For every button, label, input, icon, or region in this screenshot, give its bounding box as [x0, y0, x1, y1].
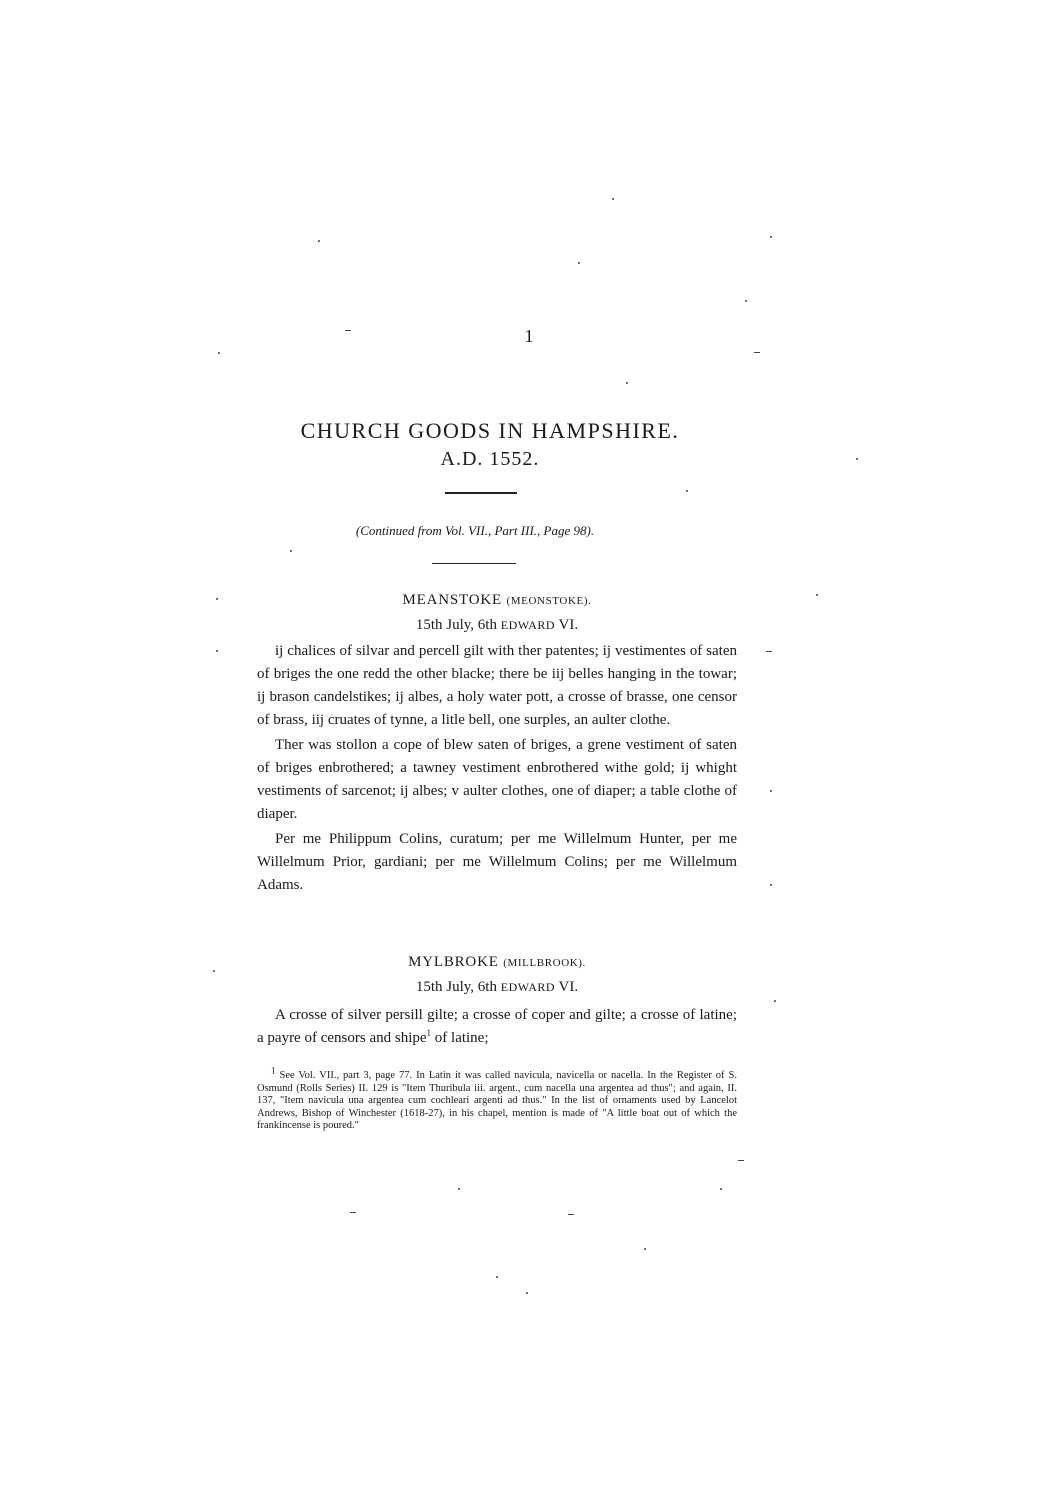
section-heading-main: MYLBROKE [408, 954, 499, 970]
scan-speck [213, 970, 215, 972]
scan-speck [216, 598, 218, 600]
section-date [257, 979, 737, 996]
scan-speck [216, 650, 218, 652]
scan-speck [754, 352, 760, 353]
scan-speck [578, 262, 580, 264]
paragraph: Per me Philippum Colins, curatum; per me Willelmum Hunter, per me Willelmum Prior, gardiani; per me Willelmum Colins; per me Willelmum Adams. [257, 831, 737, 893]
scan-speck [612, 198, 614, 200]
footnote [257, 1065, 737, 1133]
scan-speck [568, 1214, 574, 1215]
section-date-king: EDWARD [500, 980, 556, 994]
section-date-end: VI. [558, 617, 579, 633]
page-number: 1 [524, 326, 534, 346]
section-rule [432, 563, 516, 564]
section-heading [257, 954, 737, 971]
scan-speck [318, 240, 320, 242]
scan-speck [350, 1212, 356, 1213]
scan-speck [738, 1160, 744, 1161]
section-date [257, 617, 737, 634]
section-date-king: EDWARD [500, 618, 556, 632]
paragraph: Ther was stollon a cope of blew saten of briges, a grene vestiment of saten of briges enbrothered; a tawney vestiment enbrothered withe gold; ij whight vestiments of sarcenot; ij albes; v aulter clothes, one of diaper; a table clothe of diaper. [257, 737, 737, 822]
scan-speck [770, 884, 772, 886]
scan-speck [720, 1188, 722, 1190]
scan-speck [496, 1276, 498, 1278]
scan-speck [526, 1292, 528, 1294]
paragraph-text: A crosse of silver persill gilte; a crosse of coper and gilte; a crosse of latine; a payre of censors and shipe [257, 1007, 737, 1046]
paragraph: ij chalices of silvar and percell gilt with ther patentes; ij vestimentes of saten of briges the one redd the other blacke; there be iij belles hanging in the towar; ij brason candelstikes; ij albes, a holy water pott, a crosse of brasse, one censor of brass, iij cruates of tynne, a litle bell, one surples, an aulter clothe. [257, 643, 737, 728]
scan-speck [345, 330, 351, 331]
scan-speck [644, 1248, 646, 1250]
footnote-text: See Vol. VII., part 3, page 77. In Latin it was called navicula, navicella or nacella. In the Register of S. Osmund (Rolls Series) II. 129 is "Item Thuribula iii. argent., cum nacella una argentea ad thus"; and again, II. 137, "Item navicula una argentea cum cochleari argenti ad thus." In the list of ornaments used by Lancelot Andrews, Bishop of Winchester (1618-27), in his chapel, mention is made of "A little boat out of which the frankincense is poured." [257, 1070, 737, 1132]
scan-speck [774, 1000, 776, 1002]
paragraph-text-end: of latine; [431, 1030, 489, 1046]
section-body [257, 640, 737, 897]
section-heading-main: MEANSTOKE [402, 592, 502, 608]
scan-speck [458, 1188, 460, 1190]
title-date: A.D. 1552. [440, 448, 540, 470]
scan-speck [626, 382, 628, 384]
footnote-ref: 1 [426, 1028, 432, 1038]
scan-speck [218, 352, 220, 354]
page-title: CHURCH GOODS IN HAMPSHIRE. [300, 418, 680, 443]
scan-speck [816, 594, 818, 596]
section-heading [257, 592, 737, 609]
scan-speck [766, 651, 772, 652]
section-date-main: 15th July, 6th [415, 979, 497, 995]
continued-note: (Continued from Vol. VII., Part III., Page 98). [355, 523, 595, 538]
title-rule [445, 492, 517, 494]
scan-speck [745, 300, 747, 302]
paragraph [257, 1004, 737, 1050]
scan-speck [290, 550, 292, 552]
scan-speck [856, 458, 858, 460]
scan-speck [686, 490, 688, 492]
section-meanstoke [257, 592, 737, 897]
scan-speck [770, 236, 772, 238]
section-date-main: 15th July, 6th [415, 617, 497, 633]
section-heading-sub: (MILLBROOK). [503, 957, 586, 969]
section-mylbroke [257, 954, 737, 1050]
section-heading-sub: (MEONSTOKE). [506, 595, 592, 607]
footnote-marker: 1 [271, 1065, 276, 1076]
scan-speck [770, 790, 772, 792]
section-date-end: VI. [558, 979, 579, 995]
